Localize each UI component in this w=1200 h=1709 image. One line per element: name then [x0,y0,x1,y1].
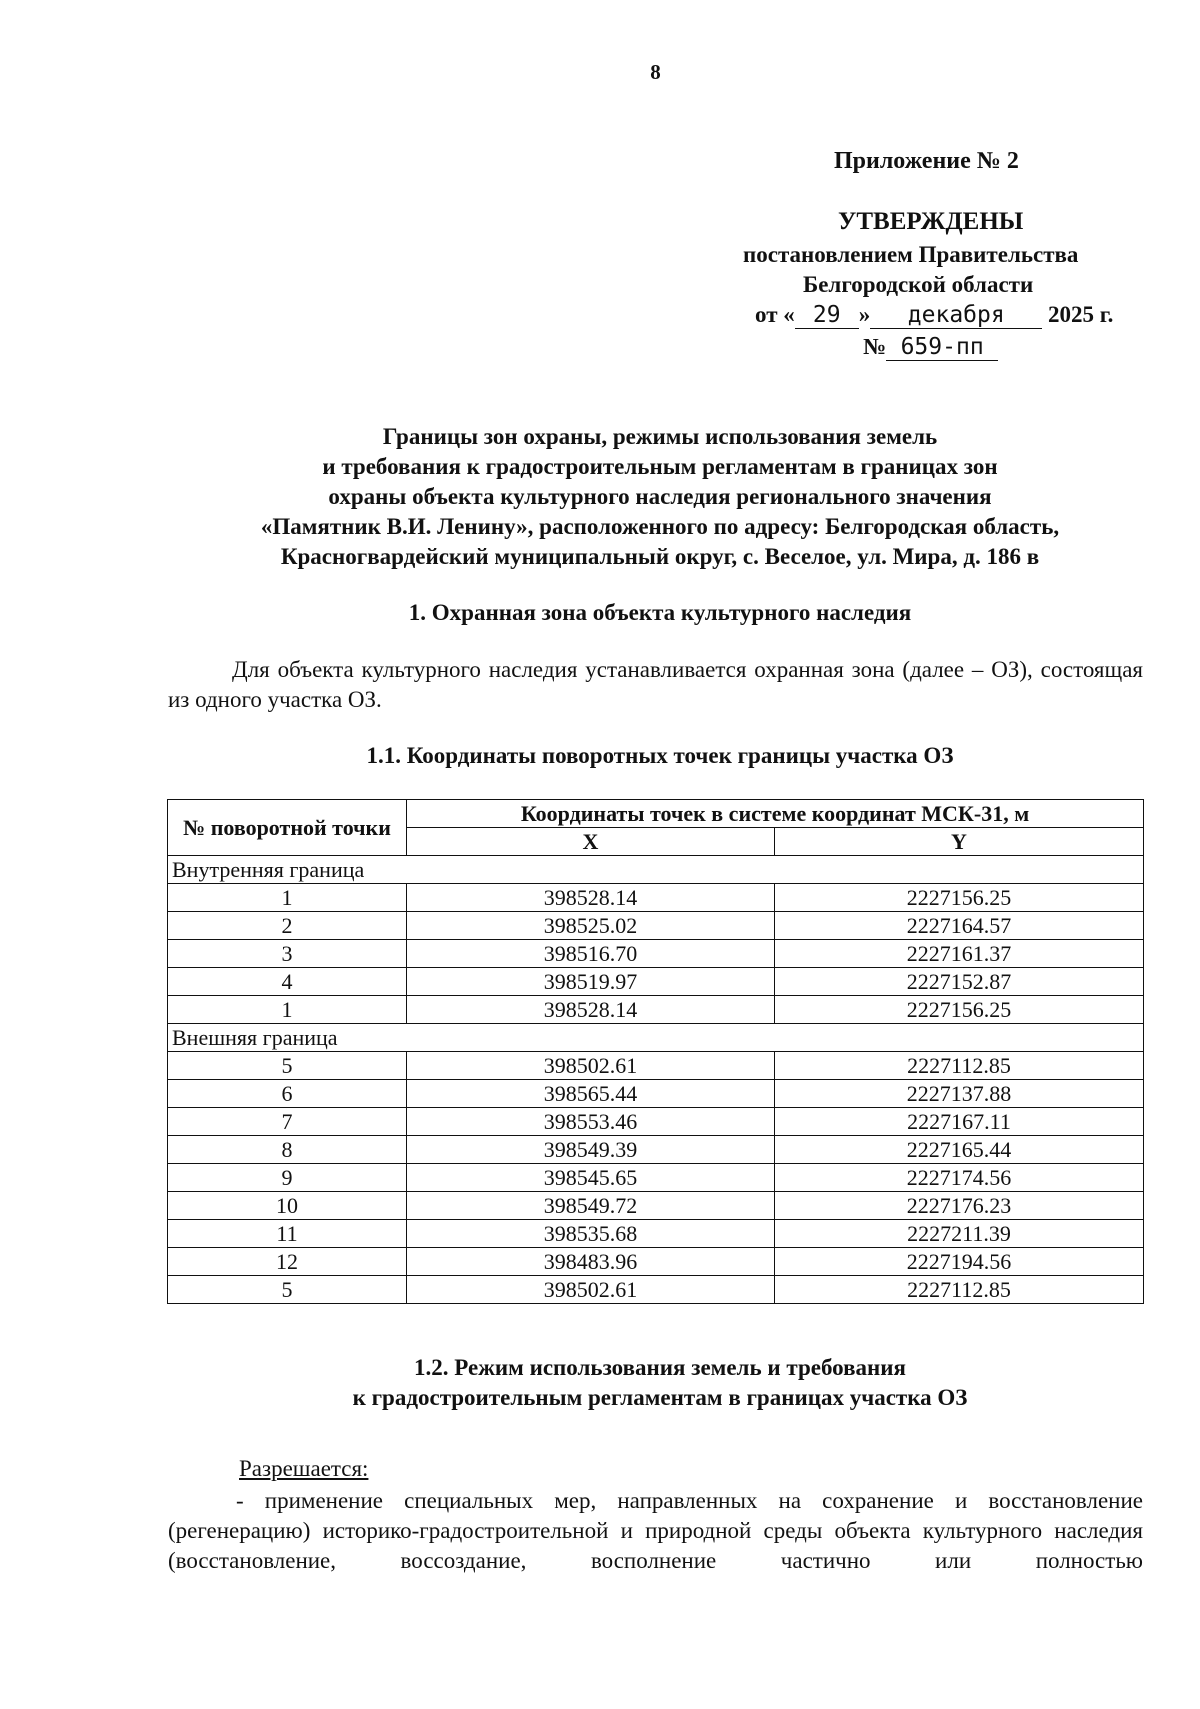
x-value: 398528.14 [407,884,775,912]
date-month: декабря [870,302,1042,329]
y-value: 2227112.85 [775,1052,1144,1080]
title-line-4: «Памятник В.И. Ленину», расположенного по адресу: Белгородская область, [260,514,1060,539]
table-row [168,912,1144,940]
page-number: 8 [650,60,661,84]
x-value: 398549.39 [407,1136,775,1164]
section-1-heading: 1. Охранная зона объекта культурного наследия [408,600,912,625]
title-line-5: Красногвардейский муниципальный округ, с. Веселое, ул. Мира, д. 186 в [280,544,1040,569]
table-row [168,1192,1144,1220]
table-row [168,1276,1144,1304]
date-day: 29 [795,302,859,329]
y-value: 2227156.25 [775,996,1144,1024]
appendix-label: Приложение № 2 [834,148,1019,174]
point-number: 11 [168,1220,407,1248]
date-prefix: от « [755,302,795,327]
y-value: 2227211.39 [775,1220,1144,1248]
y-value: 2227194.56 [775,1248,1144,1276]
point-number: 1 [168,996,407,1024]
x-value: 398549.72 [407,1192,775,1220]
table-row [168,1136,1144,1164]
x-value: 398483.96 [407,1248,775,1276]
y-value: 2227174.56 [775,1164,1144,1192]
table-row [168,1052,1144,1080]
outer-boundary-label: Внешняя граница [168,1024,1144,1052]
header-x: X [407,828,775,856]
point-number: 9 [168,1164,407,1192]
section-1-paragraph: Для объекта культурного наследия устанавливается охранная зона (далее – ОЗ), состоящая из одного участка ОЗ. [168,657,1143,712]
x-value: 398516.70 [407,940,775,968]
y-value: 2227137.88 [775,1080,1144,1108]
table-row [168,996,1144,1024]
title-line-1: Границы зон охраны, режимы использования земель [382,424,938,449]
inner-boundary-label: Внутренняя граница [168,856,1144,884]
resolution-line-2: Белгородской области [803,272,1034,297]
point-number: 1 [168,884,407,912]
table-row [168,940,1144,968]
y-value: 2227161.37 [775,940,1144,968]
y-value: 2227165.44 [775,1136,1144,1164]
point-number: 5 [168,1052,407,1080]
x-value: 398525.02 [407,912,775,940]
point-number: 6 [168,1080,407,1108]
coordinates-table [167,799,1144,1304]
section-1-2-heading [160,1353,1160,1413]
table-row [168,1248,1144,1276]
number-prefix: № [863,334,887,359]
group-row-outer [168,1024,1144,1052]
section-1-2-heading-line-1: 1.2. Режим использования земель и требования [414,1355,906,1380]
section-1-2-paragraph: - применение специальных мер, направленных на сохранение и восстановление (регенерацию) историко-градостроительной и природной среды объекта культурного наследия (восстановление, воссоздание, восполнение частично или полностью [168,1488,1143,1573]
allowed-label: Разрешается: [239,1456,369,1481]
point-number: 3 [168,940,407,968]
approval-number [863,334,998,361]
table-row [168,884,1144,912]
table-row [168,1164,1144,1192]
point-number: 10 [168,1192,407,1220]
header-coordinates: Координаты точек в системе координат МСК-31, м [407,800,1144,828]
x-value: 398553.46 [407,1108,775,1136]
y-value: 2227156.25 [775,884,1144,912]
resolution-line-1: постановлением Правительства [743,242,1079,267]
group-row-inner [168,856,1144,884]
point-number: 5 [168,1276,407,1304]
y-value: 2227112.85 [775,1276,1144,1304]
x-value: 398502.61 [407,1276,775,1304]
x-value: 398502.61 [407,1052,775,1080]
y-value: 2227152.87 [775,968,1144,996]
point-number: 4 [168,968,407,996]
x-value: 398565.44 [407,1080,775,1108]
approved-label: УТВЕРЖДЕНЫ [838,208,1024,235]
point-number: 2 [168,912,407,940]
table-row [168,1080,1144,1108]
section-1-1-heading: 1.1. Координаты поворотных точек границы участка ОЗ [366,743,954,768]
date-mid: » [858,302,871,327]
y-value: 2227167.11 [775,1108,1144,1136]
point-number: 8 [168,1136,407,1164]
y-value: 2227176.23 [775,1192,1144,1220]
table-row [168,1108,1144,1136]
section-1-2-heading-line-2: к градостроительным регламентам в границах участка ОЗ [352,1385,968,1410]
point-number: 12 [168,1248,407,1276]
y-value: 2227164.57 [775,912,1144,940]
point-number: 7 [168,1108,407,1136]
x-value: 398545.65 [407,1164,775,1192]
table-row [168,1220,1144,1248]
approval-date [755,302,1113,329]
number-value: 659-пп [886,334,998,361]
x-value: 398528.14 [407,996,775,1024]
x-value: 398535.68 [407,1220,775,1248]
date-year: 2025 г. [1048,302,1114,327]
document-title [160,422,1160,572]
header-y: Y [775,828,1144,856]
title-line-3: охраны объекта культурного наследия регионального значения [328,484,992,509]
title-line-2: и требования к градостроительным регламентам в границах зон [322,454,998,479]
header-point-number: № поворотной точки [168,800,407,856]
x-value: 398519.97 [407,968,775,996]
table-row [168,968,1144,996]
